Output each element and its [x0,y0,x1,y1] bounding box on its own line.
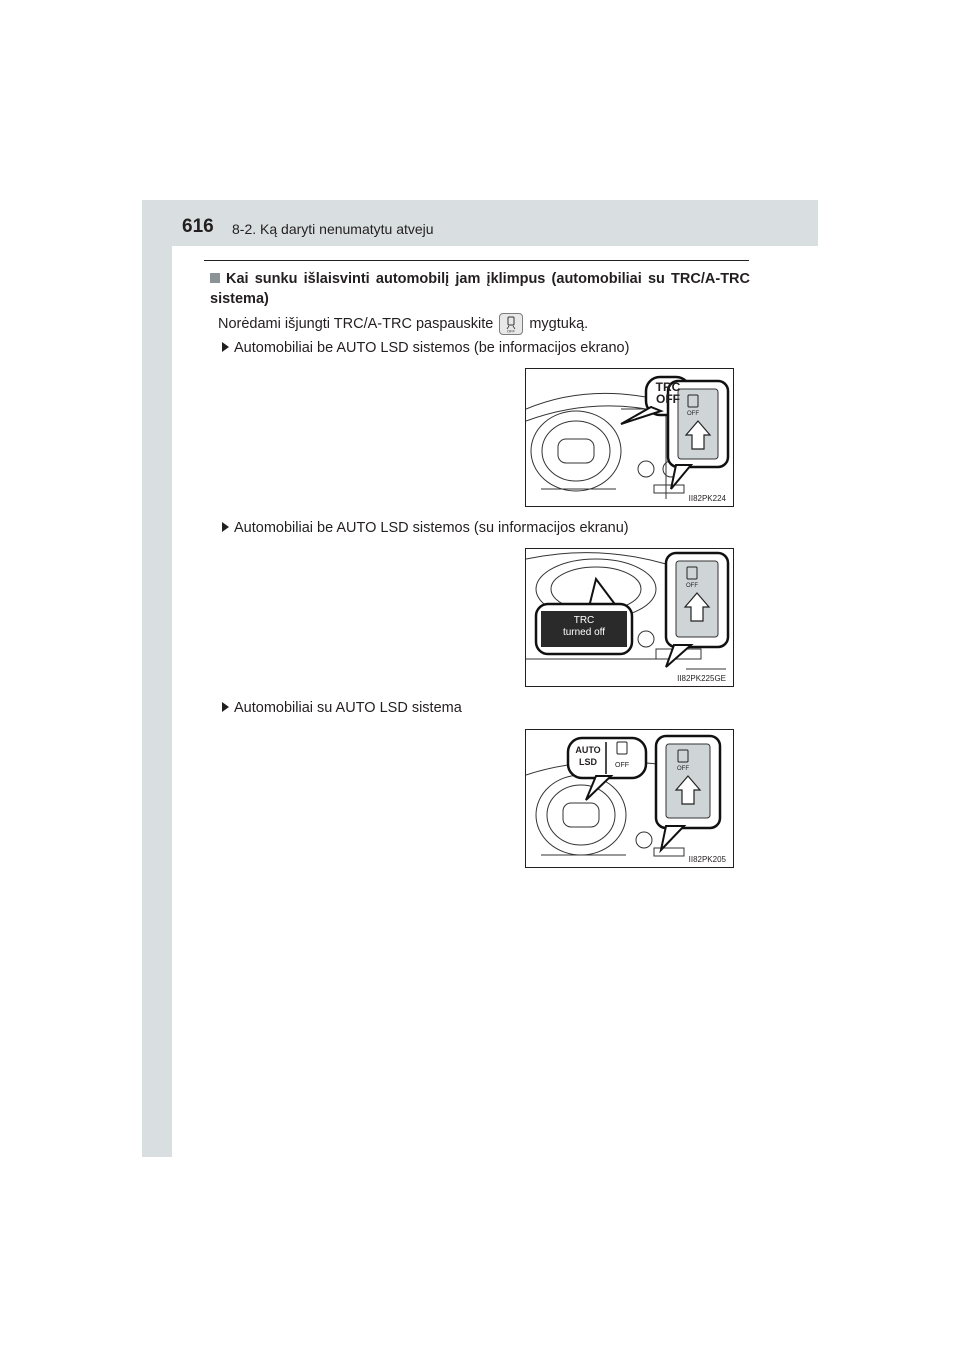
figure-trc-off-with-display [525,548,734,687]
case-label-2 [222,520,629,536]
dashboard-illustration [526,730,733,867]
section-title: 8-2. Ką daryti nenumatytu atveju [232,221,434,237]
instruction-before: Norėdami išjungti TRC/A-TRC paspauskite [218,316,494,332]
case-label-text: Automobiliai su AUTO LSD sistema [234,700,462,716]
callout-line-1: TRC [655,380,681,394]
figure-code: II82PK225GE [677,674,726,683]
case-label-3 [222,700,462,716]
dashboard-illustration [526,369,733,506]
case-label-text: Automobiliai be AUTO LSD sistemos (su informacijos ekranu) [234,520,629,536]
figure-code: II82PK224 [688,494,726,503]
figure-auto-lsd [525,729,734,868]
off-label: OFF [677,766,689,772]
trc-off-button-icon [499,313,523,335]
display-line-1: TRC [573,615,595,626]
off-label: OFF [686,583,698,589]
instruction-text [218,313,588,335]
instruction-after: mygtuką. [529,316,589,332]
trc-turned-off-display [541,615,627,639]
callout-off-label: OFF [615,762,629,769]
callout-line-1: AUTO [575,745,601,755]
svg-text:OFF: OFF [507,328,516,334]
heading-divider [204,260,749,261]
heading-text: Kai sunku išlaisvinti automobilį jam įklimpus (automobiliai su TRC/A-TRC sistema) [210,271,750,307]
case-label-text: Automobiliai be AUTO LSD sistemos (be informacijos ekrano) [234,340,630,356]
triangle-bullet-icon [222,522,229,532]
section-heading [210,269,750,309]
auto-lsd-callout [572,744,604,768]
triangle-bullet-icon [222,702,229,712]
page-number: 616 [182,216,214,237]
square-bullet-icon [210,273,220,283]
figure-code: II82PK205 [688,855,726,864]
off-label: OFF [687,411,699,417]
figure-trc-off-no-display [525,368,734,507]
callout-line-2: LSD [579,757,597,767]
callout-line-2: OFF [656,392,680,406]
sidebar-band [142,200,172,1157]
case-label-1 [222,340,629,356]
display-line-2: turned off [562,627,606,638]
trc-off-callout [646,381,690,405]
triangle-bullet-icon [222,342,229,352]
